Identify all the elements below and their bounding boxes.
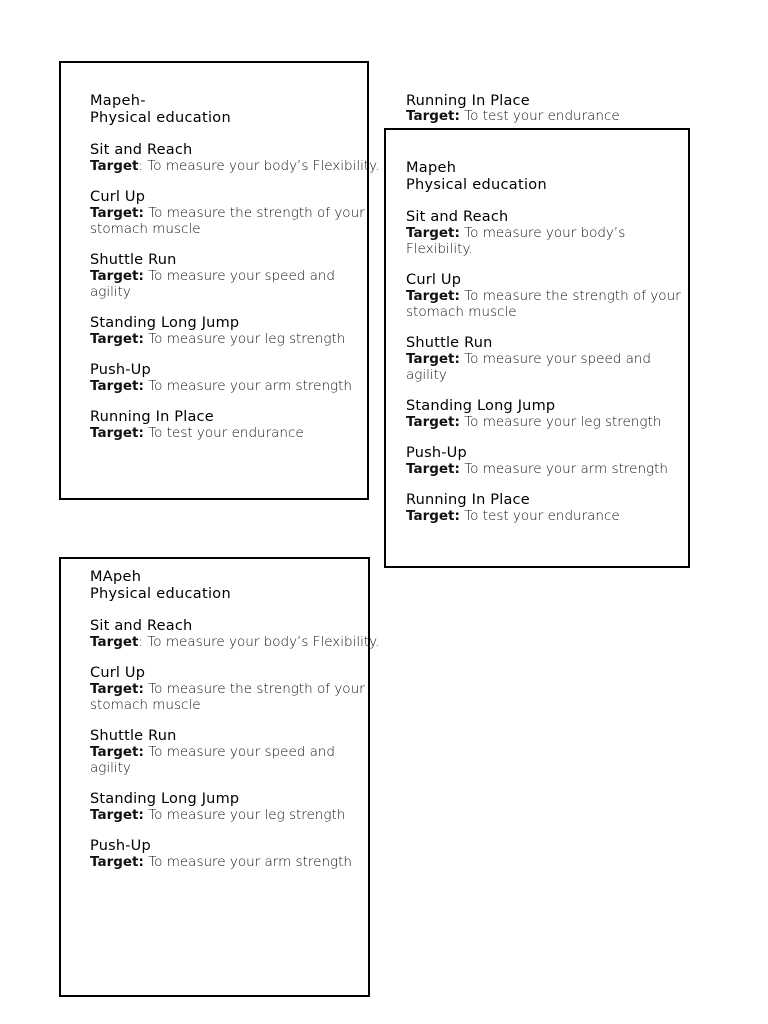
test-item-standing-long-jump: [406, 398, 696, 430]
test-item-shuttle-run: [90, 252, 380, 300]
test-item-running-in-place: [406, 93, 706, 124]
test-item-shuttle-run: [406, 335, 696, 383]
target-text: To test your endurance: [459, 508, 620, 524]
target-text: To test your endurance: [143, 425, 304, 441]
test-target: [90, 158, 380, 174]
card-title: [90, 93, 380, 127]
test-target: [90, 744, 380, 776]
test-target: [406, 288, 696, 320]
target-text: To measure your leg strength: [459, 414, 662, 430]
test-name: Shuttle Run: [90, 728, 177, 744]
test-name: Curl Up: [90, 189, 146, 205]
target-label: Target:: [90, 744, 144, 760]
test-target: [406, 461, 696, 477]
floating-running-in-place: [406, 93, 706, 124]
test-target: [90, 634, 380, 650]
card-top-left-content: [90, 93, 380, 456]
target-label: Target:: [90, 331, 144, 347]
test-name: Curl Up: [90, 665, 146, 681]
test-item-push-up: [90, 838, 380, 870]
test-item-shuttle-run: [90, 728, 380, 776]
target-label: Target:: [90, 378, 144, 394]
target-text: To measure your speed and agility: [90, 268, 336, 300]
target-label: Target:: [406, 225, 460, 241]
test-item-curl-up: [90, 189, 380, 237]
test-name: Shuttle Run: [406, 335, 493, 351]
test-item-standing-long-jump: [90, 791, 380, 823]
test-target: [90, 425, 380, 441]
card-title-line1: Mapeh-: [90, 93, 146, 109]
target-label: Target:: [90, 268, 144, 284]
test-target: [90, 378, 380, 394]
test-item-sit-and-reach: [406, 209, 696, 257]
test-item-sit-and-reach: [90, 142, 380, 174]
test-target: [90, 268, 380, 300]
card-title-line1: Mapeh: [406, 160, 457, 176]
test-target: [90, 331, 380, 347]
test-name: Standing Long Jump: [90, 315, 240, 331]
test-name: Sit and Reach: [90, 618, 193, 634]
card-right-content: [406, 160, 696, 539]
test-target: [90, 854, 380, 870]
test-target: [406, 109, 706, 124]
target-text: : To measure your body’s Flexibility.: [138, 634, 380, 650]
test-name: Sit and Reach: [90, 142, 193, 158]
test-name: Push-Up: [90, 838, 151, 854]
test-item-running-in-place: [406, 492, 696, 524]
target-text: To measure your speed and agility: [90, 744, 336, 776]
test-item-standing-long-jump: [90, 315, 380, 347]
test-target: [406, 508, 696, 524]
target-text: To measure your arm strength: [143, 378, 352, 394]
card-title-line2: Physical education: [90, 110, 231, 126]
target-label: Target:: [406, 461, 460, 477]
test-name: Standing Long Jump: [406, 398, 556, 414]
target-label: Target:: [406, 414, 460, 430]
target-label: Target:: [90, 425, 144, 441]
test-target: [406, 351, 696, 383]
test-name: Sit and Reach: [406, 209, 509, 225]
test-name: Push-Up: [90, 362, 151, 378]
test-item-push-up: [406, 445, 696, 477]
test-name: Shuttle Run: [90, 252, 177, 268]
test-name: Curl Up: [406, 272, 462, 288]
card-title-line2: Physical education: [406, 177, 547, 193]
card-bottom-left-content: [90, 569, 380, 885]
target-label: Target:: [90, 854, 144, 870]
test-target: [406, 414, 696, 430]
target-label: Target:: [406, 508, 460, 524]
target-label: Target:: [406, 108, 460, 124]
target-label: Target:: [90, 807, 144, 823]
card-title: [90, 569, 380, 603]
test-item-sit-and-reach: [90, 618, 380, 650]
target-text: To test your endurance: [459, 108, 620, 124]
target-text: To measure your arm strength: [459, 461, 668, 477]
test-name: Running In Place: [406, 492, 530, 508]
target-text: To measure your body’s Flexibility.: [406, 225, 626, 257]
test-name: Running In Place: [406, 93, 530, 109]
target-text: To measure the strength of your stomach muscle: [90, 205, 365, 237]
card-title-line2: Physical education: [90, 586, 231, 602]
target-text: To measure the strength of your stomach muscle: [90, 681, 365, 713]
card-title: [406, 160, 696, 194]
test-target: [90, 807, 380, 823]
target-text: To measure your arm strength: [143, 854, 352, 870]
target-text: To measure your leg strength: [143, 807, 346, 823]
test-target: [90, 205, 380, 237]
card-title-line1: MApeh: [90, 569, 142, 585]
target-text: To measure your speed and agility: [406, 351, 652, 383]
test-target: [406, 225, 696, 257]
test-target: [90, 681, 380, 713]
test-name: Running In Place: [90, 409, 214, 425]
target-text: To measure the strength of your stomach muscle: [406, 288, 681, 320]
test-item-running-in-place: [90, 409, 380, 441]
test-item-curl-up: [90, 665, 380, 713]
test-item-push-up: [90, 362, 380, 394]
target-label: Target: [90, 158, 139, 174]
target-label: Target:: [90, 681, 144, 697]
target-text: : To measure your body’s Flexibility.: [138, 158, 380, 174]
test-item-curl-up: [406, 272, 696, 320]
test-name: Standing Long Jump: [90, 791, 240, 807]
target-label: Target:: [406, 351, 460, 367]
target-label: Target:: [90, 205, 144, 221]
test-name: Push-Up: [406, 445, 467, 461]
target-label: Target: [90, 634, 139, 650]
target-label: Target:: [406, 288, 460, 304]
target-text: To measure your leg strength: [143, 331, 346, 347]
